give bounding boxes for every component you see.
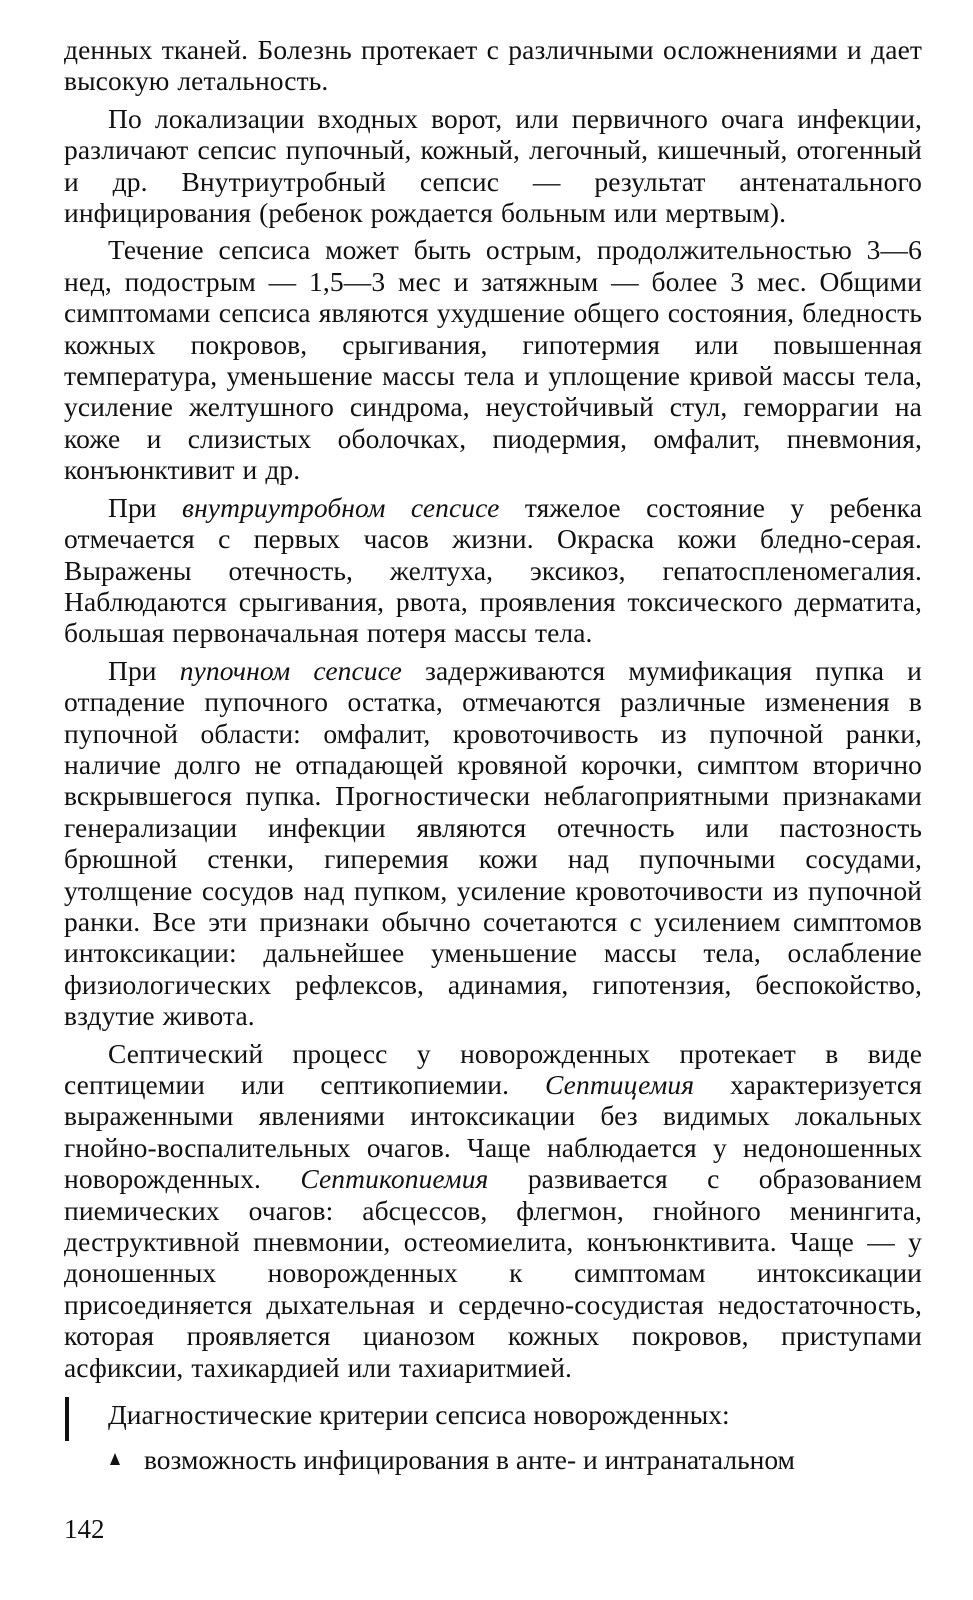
page-body bbox=[64, 34, 922, 1476]
term-intrauterine-sepsis: внутриутробном сепсисе bbox=[182, 491, 500, 523]
paragraph-6 bbox=[64, 1038, 922, 1383]
paragraph-2 bbox=[64, 103, 922, 229]
paragraph-3 bbox=[64, 234, 922, 485]
page-number: 142 bbox=[64, 1514, 105, 1544]
paragraph-5 bbox=[64, 655, 922, 1032]
callout-heading-text: Диагностические критерии сепсиса новорожденных: bbox=[108, 1399, 730, 1431]
term-septicemia: Септицемия bbox=[545, 1069, 695, 1100]
paragraph-4 bbox=[64, 492, 922, 649]
paragraph-6-text-a: Септический процесс у новорожденных протекает в виде септицемии или септикопиемии. bbox=[64, 1037, 922, 1100]
paragraph-4-text-a: При bbox=[108, 491, 183, 523]
paragraph-3-text: Течение сепсиса может быть острым, продолжительностью 3—6 нед, подострым — 1,5—3 мес и затяжным — более 3 мес. Общими симптомами сепсиса являются ухудшение общего состояния, бледность кожных покровов, срыгивания, гипотермия или повышенная температура, уменьшение массы тела и уплощение кривой массы тела, усиление желтушного синдрома, неустойчивый стул, геморрагии на коже и слизистых оболочках, пиодермия, омфалит, пневмония, конъюнктивит и др. bbox=[64, 234, 922, 486]
list-item-text: возможность инфицирования в анте- и интранатальном bbox=[144, 1444, 795, 1476]
paragraph-6-text-b: характеризуется выраженными явлениями интоксикации без видимых локальных гнойно-воспалительных очагов. Чаще наблюдается у недоношенных новорожденных. bbox=[64, 1069, 922, 1195]
paragraph-1-text: денных тканей. Болезнь протекает с различными осложнениями и дает высокую летальность. bbox=[64, 34, 922, 97]
paragraph-6-text-c: развивается с образованием пиемических очагов: абсцессов, флегмон, гнойного менингита, деструктивной пневмонии, остеомиелита, конъюнктивита. Чаще — у доношенных новорожденных к симптомам интоксикации присоединяется дыхательная и сердечно-сосудистая недостаточность, которая проявляется цианозом кожных покровов, приступами асфиксии, тахикардией или тахиаритмией. bbox=[64, 1163, 923, 1383]
term-umbilical-sepsis: пупочном сепсисе bbox=[179, 654, 402, 686]
triangle-bullet-icon bbox=[110, 1453, 120, 1465]
term-septicopyemia: Септикопиемия bbox=[300, 1163, 489, 1195]
callout-bar-icon bbox=[65, 1397, 69, 1441]
paragraph-1 bbox=[64, 34, 922, 97]
paragraph-4-text-b: тяжелое состояние у ребенка отмечается с первых часов жизни. Окраска кожи бледно-серая. Выражены отечность, желтуха, эксикоз, гепатоспленомегалия. Наблюдаются срыгивания, рвота, проявления токсического дерматита, большая первоначальная потеря массы тела. bbox=[64, 491, 923, 649]
diagnostic-criteria-heading bbox=[64, 1399, 922, 1430]
paragraph-5-text-a: При bbox=[108, 654, 180, 686]
paragraph-2-text: По локализации входных ворот, или первичного очага инфекции, различают сепсис пупочный, кожный, легочный, кишечный, отогенный и др. Внутриутробный сепсис — результат антенатального инфицирования (ребенок рождается больным или мертвым). bbox=[64, 102, 922, 229]
paragraph-5-text-b: задерживаются мумификация пупка и отпадение пупочного остатка, отмечаются различные изменения в пупочной области: омфалит, кровоточивость из пупочной ранки, наличие долго не отпадающей кровяной корочки, симптом вторично вскрывшегося пупка. Прогностически неблагоприятными признаками генерализации инфекции являются отечность или пастозность брюшной стенки, гиперемия кожи над пупочными сосудами, утолщение сосудов над пупком, усиление кровоточивости из пупочной ранки. Все эти признаки обычно сочетаются с усилением симптомов интоксикации: дальнейшее уменьшение массы тела, ослабление физиологических рефлексов, адинамия, гипотензия, беспокойство, вздутие живота. bbox=[64, 654, 922, 1032]
list-item bbox=[64, 1444, 922, 1475]
